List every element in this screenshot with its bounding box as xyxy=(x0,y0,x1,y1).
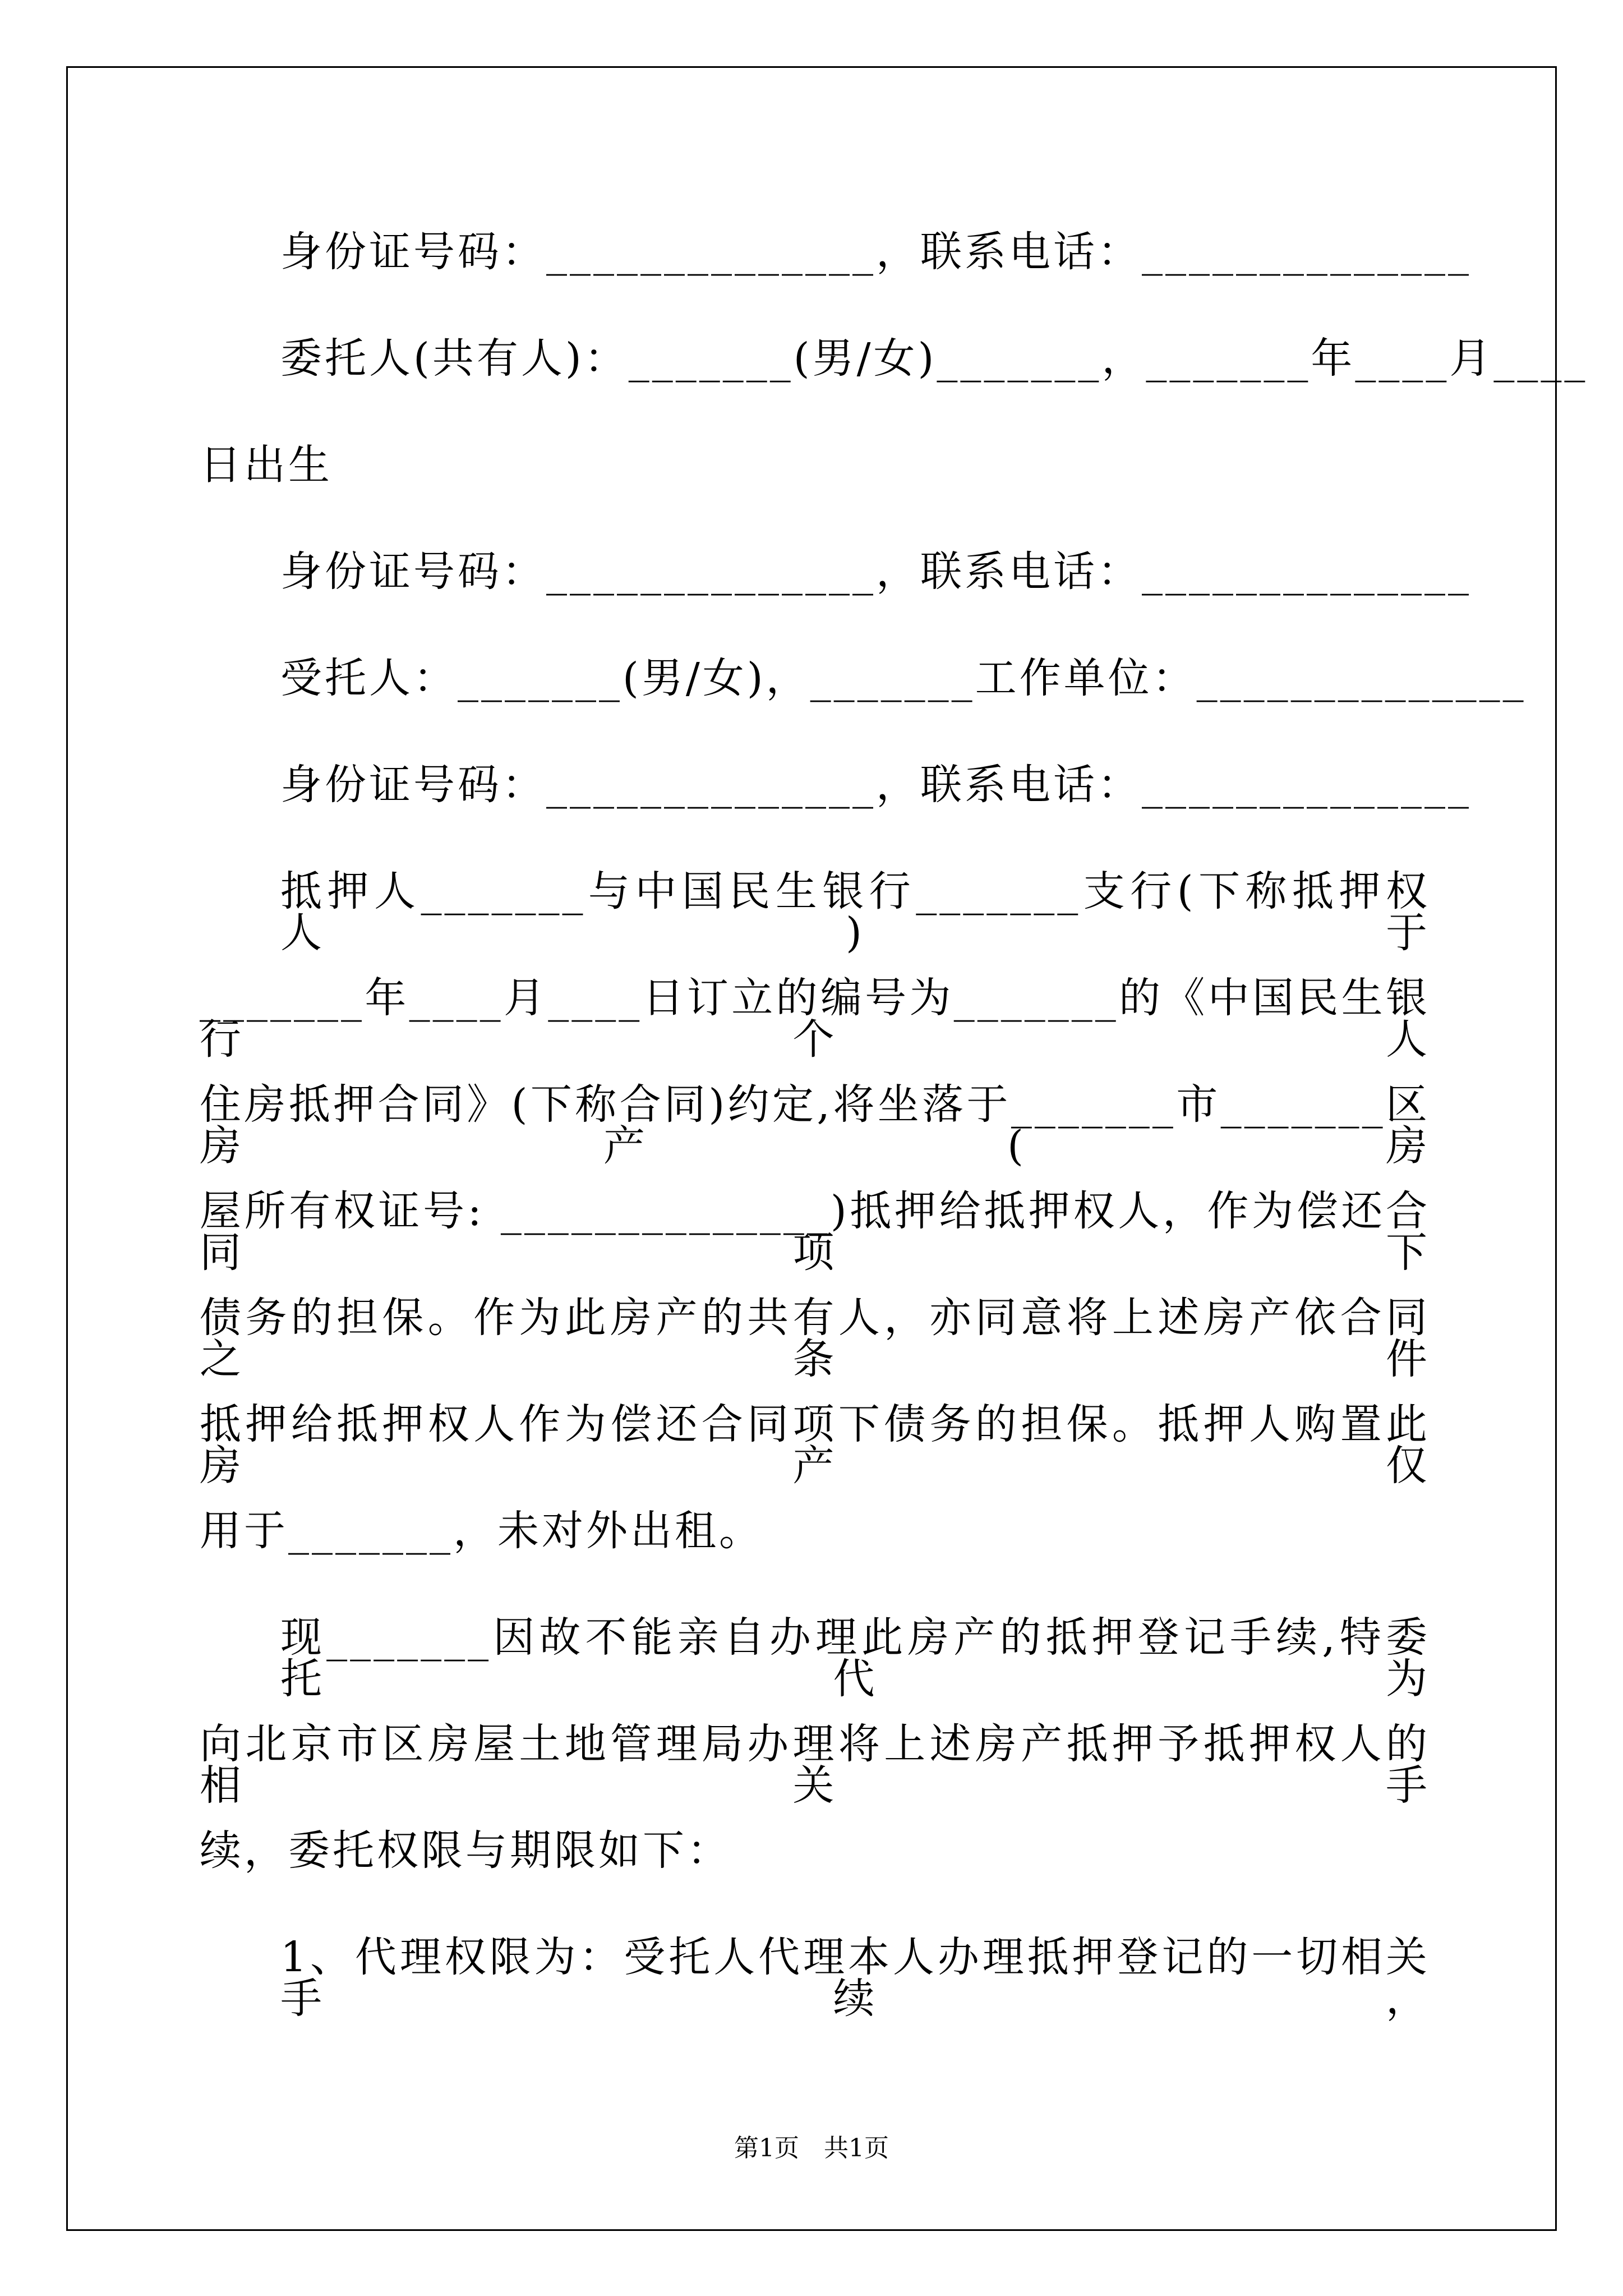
paragraph-mortgage-line-1: 抵押人_______与中国民生银行_______支行(下称抵押权人)于 xyxy=(280,867,1430,957)
paragraph-mortgage-line-2: _______年____月____日订立的编号为_______的《中国民生银行个人 xyxy=(200,974,1430,1064)
clause-1-line: 1、代理权限为：受托人代理本人办理抵押登记的一切相关手续， xyxy=(280,1933,1430,2023)
id-number-line-3: 身份证号码：______________，联系电话：______________ xyxy=(280,761,1472,809)
paragraph-entrust-line-3: 续，委托权限与期限如下： xyxy=(200,1826,731,1875)
paragraph-mortgage-line-6: 抵押给抵押权人作为偿还合同项下债务的担保。抵押人购置此房产仅 xyxy=(200,1400,1430,1490)
trustee-line: 受托人：_______(男/女)，_______工作单位：______________ xyxy=(280,654,1527,702)
page-footer: 第1页 共1页 xyxy=(734,2134,889,2162)
paragraph-mortgage-line-5: 债务的担保。作为此房产的共有人，亦同意将上述房产依合同之条件 xyxy=(200,1294,1430,1383)
co-owner-line: 委托人(共有人)：_______(男/女)_______，_______年____月____ xyxy=(280,334,1588,383)
paragraph-mortgage-line-3: 住房抵押合同》(下称合同)约定,将坐落于_______市_______区房产(房 xyxy=(200,1080,1430,1170)
id-number-line-1: 身份证号码：______________，联系电话：______________ xyxy=(280,228,1472,276)
paragraph-mortgage-line-4: 屋所有权证号: ______________)抵押给抵押权人，作为偿还合同项下 xyxy=(200,1187,1430,1277)
paragraph-mortgage-line-7: 用于_______，未对外出租。 xyxy=(200,1507,763,1555)
paragraph-entrust-line-1: 现_______因故不能亲自办理此房产的抵押登记手续,特委托代为 xyxy=(280,1613,1430,1703)
birth-date-line: 日出生 xyxy=(200,441,333,489)
paragraph-entrust-line-2: 向北京市区房屋土地管理局办理将上述房产抵押予抵押权人的相关手 xyxy=(200,1720,1430,1810)
id-number-line-2: 身份证号码：______________，联系电话：______________ xyxy=(280,547,1472,596)
